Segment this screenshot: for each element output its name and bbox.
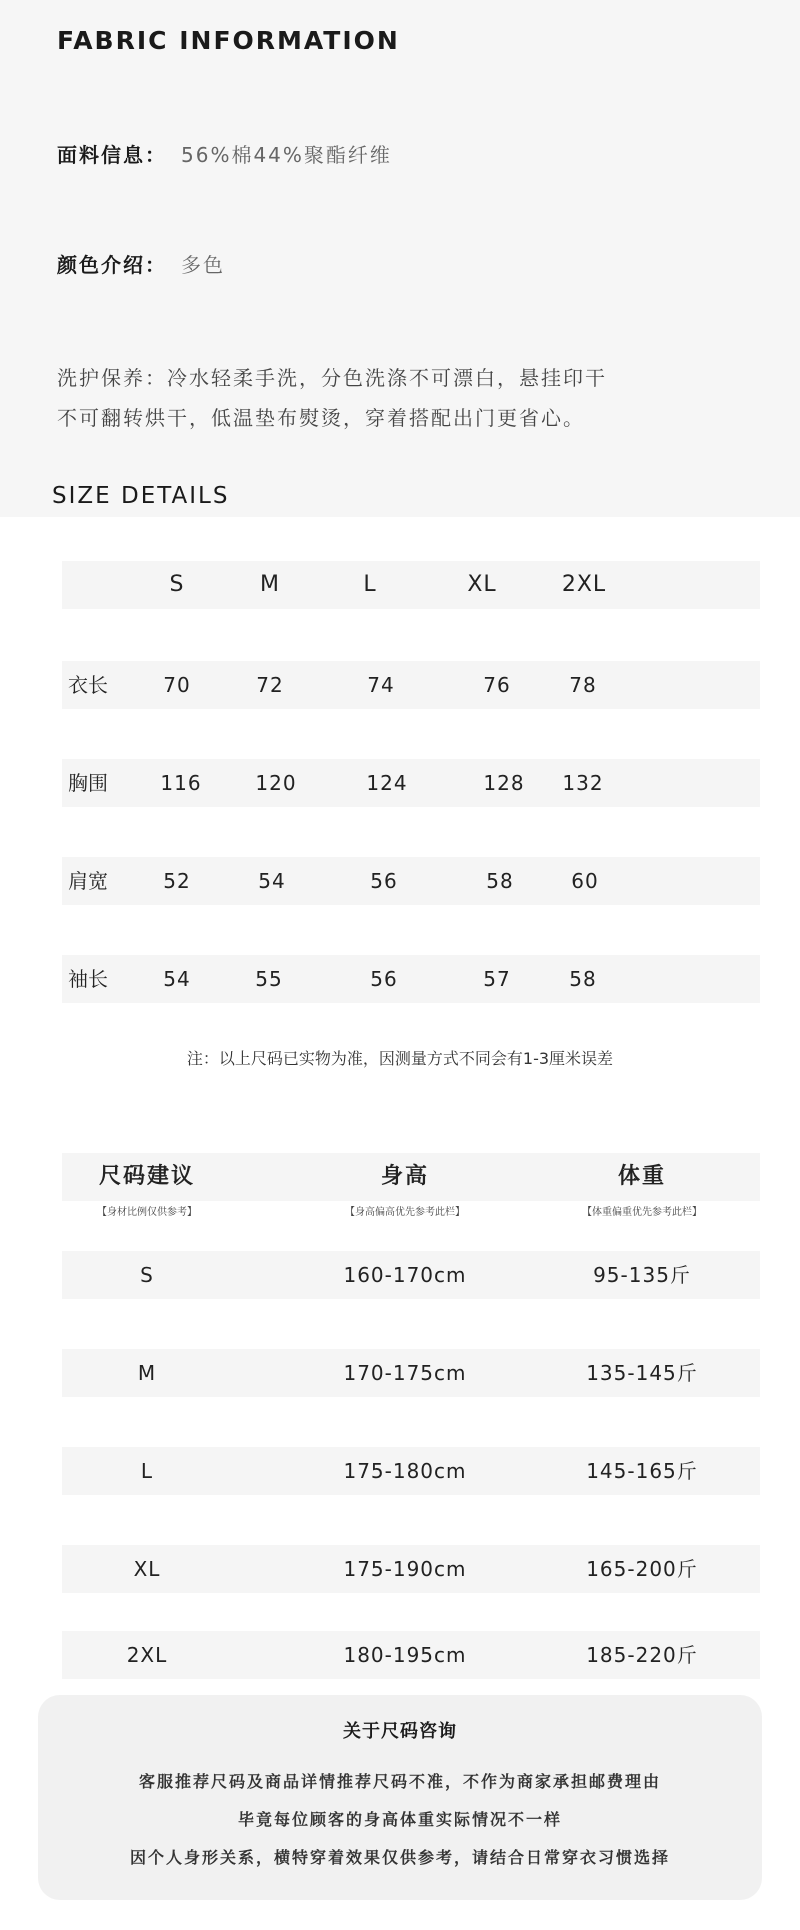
consult-title: 关于尺码咨询 xyxy=(343,1721,457,1742)
table-row xyxy=(62,857,760,905)
material-row xyxy=(57,139,392,168)
care-line-2: 不可翻转烘干，低温垫布熨烫，穿着搭配出门更省心。 xyxy=(57,406,585,430)
row-label: 肩宽 xyxy=(68,869,108,893)
size-details-title: SIZE DETAILS xyxy=(52,483,230,509)
rec-size: 2XL xyxy=(126,1643,168,1667)
rec-size: L xyxy=(140,1459,154,1483)
rec-weight: 135-145斤 xyxy=(586,1361,698,1385)
color-row xyxy=(57,249,225,278)
table-cell: 58 xyxy=(569,967,597,991)
table-cell: 128 xyxy=(483,771,525,795)
table-cell: 120 xyxy=(255,771,297,795)
table-row xyxy=(62,1447,760,1495)
rec-height: 170-175cm xyxy=(343,1361,467,1385)
care-instructions xyxy=(57,358,677,438)
size-header-xl: XL xyxy=(467,572,497,597)
table-row xyxy=(62,1251,760,1299)
table-cell: 116 xyxy=(160,771,202,795)
subheader-weight: 【体重偏重优先参考此栏】 xyxy=(582,1207,702,1218)
table-cell: 56 xyxy=(370,967,398,991)
table-cell: 78 xyxy=(569,673,597,697)
fabric-info-title: FABRIC INFORMATION xyxy=(57,26,400,55)
row-label: 袖长 xyxy=(68,967,108,991)
table-cell: 60 xyxy=(571,869,599,893)
rec-height: 160-170cm xyxy=(343,1263,467,1287)
size-note: 注：以上尺码已实物为准，因测量方式不同会有1-3厘米误差 xyxy=(186,1049,614,1068)
table-row xyxy=(62,955,760,1003)
header-weight: 体重 xyxy=(617,1164,666,1189)
rec-weight: 95-135斤 xyxy=(593,1263,691,1287)
table-row xyxy=(62,759,760,807)
table-cell: 74 xyxy=(367,673,395,697)
size-header-l: L xyxy=(363,572,377,597)
table-row xyxy=(62,1545,760,1593)
rec-height: 180-195cm xyxy=(343,1643,467,1667)
material-value: 56%棉44%聚酯纤维 xyxy=(181,143,392,167)
header-size-advice: 尺码建议 xyxy=(98,1164,195,1189)
rec-size: S xyxy=(140,1263,154,1287)
size-header-2xl: 2XL xyxy=(561,572,607,597)
table-cell: 132 xyxy=(562,771,604,795)
table-cell: 55 xyxy=(255,967,283,991)
table-cell: 72 xyxy=(256,673,284,697)
consult-line-3: 因个人身形关系，横特穿着效果仅供参考，请结合日常穿衣习惯选择 xyxy=(129,1848,670,1867)
subheader-height: 【身高偏高优先参考此栏】 xyxy=(345,1207,465,1218)
table-cell: 124 xyxy=(366,771,408,795)
rec-size: XL xyxy=(133,1557,161,1581)
size-header-m: M xyxy=(260,572,280,597)
rec-size: M xyxy=(137,1361,157,1385)
subheader-size-advice: 【身材比例仅供参考】 xyxy=(97,1207,197,1218)
size-table-header xyxy=(62,561,760,609)
color-value: 多色 xyxy=(181,253,225,277)
table-row xyxy=(62,1631,760,1679)
table-cell: 70 xyxy=(163,673,191,697)
rec-weight: 185-220斤 xyxy=(586,1643,698,1667)
row-label: 胸围 xyxy=(68,771,108,795)
table-cell: 56 xyxy=(370,869,398,893)
rec-height: 175-190cm xyxy=(343,1557,467,1581)
rec-weight: 165-200斤 xyxy=(586,1557,698,1581)
care-line-1: 洗护保养：冷水轻柔手洗，分色洗涤不可漂白，悬挂印干 xyxy=(57,366,607,390)
recommend-header xyxy=(62,1153,760,1201)
header-height: 身高 xyxy=(380,1164,429,1189)
table-cell: 54 xyxy=(163,967,191,991)
size-header-s: S xyxy=(169,572,185,597)
table-cell: 57 xyxy=(483,967,511,991)
material-label: 面料信息： xyxy=(57,143,167,167)
row-label: 衣长 xyxy=(68,673,108,697)
table-cell: 58 xyxy=(486,869,514,893)
fabric-info-section xyxy=(0,0,800,517)
table-cell: 76 xyxy=(483,673,511,697)
color-label: 颜色介绍： xyxy=(57,253,167,277)
consult-line-1: 客服推荐尺码及商品详情推荐尺码不准，不作为商家承担邮费理由 xyxy=(138,1772,661,1791)
table-cell: 52 xyxy=(163,869,191,893)
table-row xyxy=(62,661,760,709)
rec-height: 175-180cm xyxy=(343,1459,467,1483)
table-row xyxy=(62,1349,760,1397)
size-consult-box xyxy=(38,1695,762,1900)
consult-line-2: 毕竟每位顾客的身高体重实际情况不一样 xyxy=(237,1810,562,1829)
table-cell: 54 xyxy=(258,869,286,893)
rec-weight: 145-165斤 xyxy=(586,1459,698,1483)
